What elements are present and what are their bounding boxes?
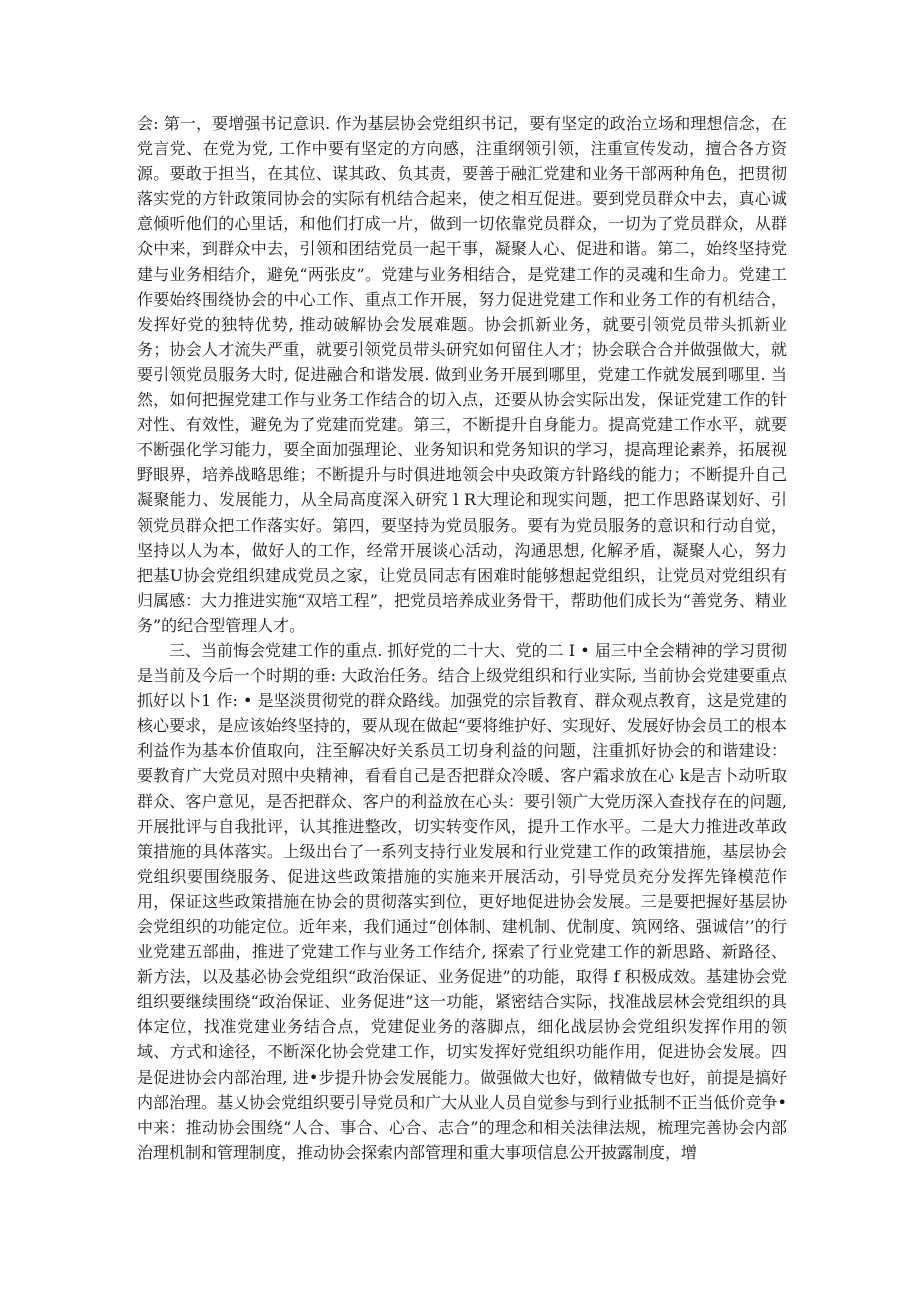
paragraph-1: 会: 第一，要增强书记意识. 作为基层协会党组织书记，要有坚定的政治立场和理想信念，在党言党、在党为党, 工作中要有坚定的方向感，注重纲领引领，注重宣传发动，擅合各方资源。要敢于担当，在其位、谋其政、负其责，要善于融汇党建和业务干部两种角色，把贯彻落实党的方针政策同协会的实际有机结合起来，使之相互促进。要到党员群众中去，真心诚意倾听他们的心里话，和他们打成一片，做到一切依靠党员群众，一切为了党员群众，从群众中来，到群众中去，引领和团结党员一起干事，凝聚人心、促进和谐。第二，始终坚持党建与业务相结介，避免“两张皮”。党建与业务相结合，是党建工作的灵魂和生命力。党建工作要始终围绕协会的中心工作、重点工作开展，努力促进党建工作和业务工作的有机结合，发挥好党的独特优势, 推动破解协会发展难题。协会抓新业务，就要引领党员带头抓新业务；协会人才流失严重，就要引领党员带头研究如何留住人才；协会联合合并做强做大，就要引领党员服务大时, 促进融合和谐发展. 做到业务开展到哪里，党建工作就发展到哪里. 当然，如何把握党建工作与业务工作结合的切入点，还要从协会实际出发，保证党建工作的针对性、有效性，避免为了党建而党建。第三，不断提升自身能力。提高党建工作水平，就要不断强化学习能力，要全面加强理论、业务知识和党务知识的学习，提高理论素养，拓展视野眼界，培养战略思维；不断提升与时俱进地领会中央政策方针路线的能力；不断提升自己凝聚能力、发展能力，从全局高度深入研究 l R大理论和现实问题，把工作思路谋划好、引领党员群众把工作落实好。第四，要坚持为党员服务。要有为党员服务的意识和行动自觉，坚持以人为本，做好人的工作，经常开展谈心活动，沟通思想, 化解矛盾，凝聚人心，努力把基U协会党组织建成党员之家，让党员同志有困难时能够想起党组织，让党员对党组织有归属感：大力推进实施“双培工程”，把党员培养成业务骨干，帮助他们成长为“善党务、精业务”的纪合型管理人才。 bbox=[137, 114, 787, 635]
paragraph-2: 三、当前悔会党建工作的重点. 抓好党的二十大、党的二 I • 届三中全会精神的学习贯彻是当前及今后一个时期的垂: 大政治任务。结合上级党组织和行业实际, 当前协会党建要重点抓好以卜1 作: • 是坚淡贯彻党的群众路线。加强党的宗旨教育、群众观点教育，这是党建的核心要求，是应该始终坚持的，要从现在做起“要将维护好、实现好、发展好协会员工的根本利益作为基本价值取向，注至解决好关系员工切身利益的问题，注重抓好协会的和谐建设：要教育广大党员对照中央精神，看看自己是否把群众冷暖、客户霜求放在心 k是吉卜动听取群众、客户意见，是否把群众、客户的利益放在心头：要引领广大党历深入查找存在的问题, 开展批评与自我批评，认其推进整改，切实转变作风，提升工作水平。二是大力推进改革政策措施的具体落实。上级出台了一系列支持行业发展和行业党建工作的政策措施，基层协会党组织要围绕服务、促进这些政策措施的实施来开展活动，引导党员充分发挥先锋模范作用，保证这些政策措施在协会的贯彻落实到位，更好地促进协会发展。三是要把握好基层协会党组织的功能定位。近年来，我们通过“创体制、建机制、优制度、筑网络、强诚信’’的行业党建五部曲，推进了党建工作与业务工作结介, 探索了行业党建工作的新思路、新路径、新方法，以及基必协会党组织“政治保证、业务促进”的功能，取得 f 积极成效。基建协会党组织要继续围绕“政治保证、业务促进”这一功能，紧密结合实际，找准战层林会党组织的具体定位，找准党建业务结合点，党建促业务的落脚点，细化战层协会党组织发挥作用的领域、方式和途径，不断深化协会党建工作，切实发挥好党组织功能作用，促进协会发展。四是促进协会内部治理, 进•步提升协会发展能力。做强做大也好，做精做专也好，前提是搞好内部治理。基乂协会党组织要引导党员和广大从业人员自觉参与到行业抵制不正当低价竞争•中来：推动协会围绕“人合、事合、心合、志合”的理念和相关法律法规，梳理完善协会内部治理机制和管理制度，推动协会探索内部管理和重大事项信息公开披露制度，增 bbox=[137, 640, 787, 1162]
document-body bbox=[137, 111, 787, 1165]
